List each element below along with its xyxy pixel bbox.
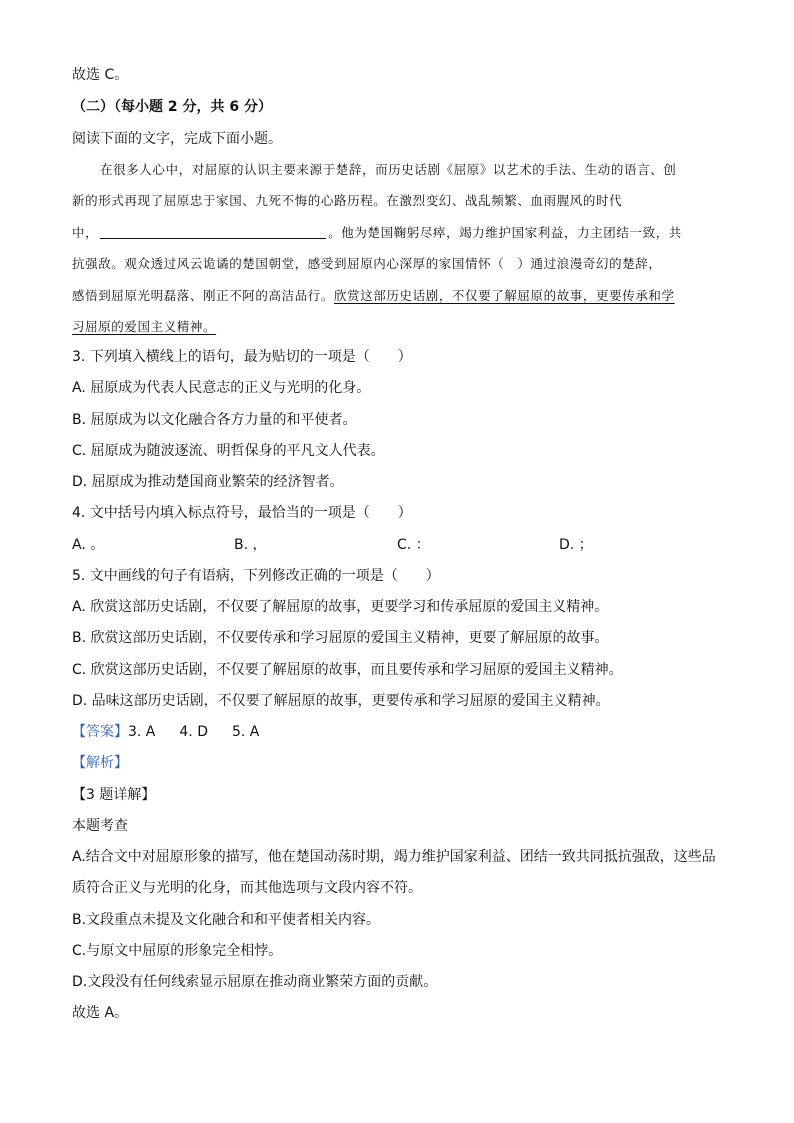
question-4-option-c: C. ： [397, 537, 430, 553]
question-5-option-a: A. 欣赏这部历史话剧，不仅要了解屈原的故事，更要学习和传承屈原的爱国主义精神。 [72, 599, 609, 615]
question-5-option-b: B. 欣赏这部历史话剧，不仅要传承和学习屈原的爱国主义精神，更要了解屈原的故事。 [72, 630, 609, 646]
top-conclusion: 故选 C。 [72, 67, 129, 83]
question-5-option-c: C. 欣赏这部历史话剧，不仅要了解屈原的故事，而且要传承和学习屈原的爱国主义精神。 [72, 662, 623, 678]
answer-label: 【答案】 [72, 724, 128, 740]
detail-c: C.与原文中屈原的形象完全相悖。 [72, 943, 283, 959]
detail-a-line2: 质符合正义与光明的化身，而其他选项与文段内容不符。 [72, 880, 422, 896]
answer-5: 5. A [231, 724, 260, 740]
question-3-stem: 3. 下列填入横线上的语句，最为贴切的一项是（ ） [72, 349, 412, 365]
fill-blank [100, 224, 326, 239]
question-4-option-b: B. ， [234, 537, 267, 553]
question-3-option-a: A. 屈原成为代表人民意志的正义与光明的化身。 [72, 380, 371, 396]
answer-4: 4. D [179, 724, 208, 740]
answer-3: 3. A [128, 724, 156, 740]
question-4-option-d: D. ； [559, 537, 593, 553]
detail-b: B.文段重点未提及文化融合和和平使者相关内容。 [72, 912, 381, 928]
question-5-option-d: D. 品味这部历史话剧，不仅要了解屈原的故事，更要传承和学习屈原的爱国主义精神。 [72, 693, 610, 709]
underlined-sentence-part2: 习屈原的爱国主义精神。 [72, 319, 217, 334]
underlined-sentence-part1: 欣赏这部历史话剧，不仅要了解屈原的故事，更要传承和学 [334, 288, 675, 303]
question-4-option-a: A. 。 [72, 537, 105, 553]
question-5-stem: 5. 文中画线的句子有语病，下列修改正确的一项是（ ） [72, 568, 440, 584]
detail-conclusion: 故选 A。 [72, 1005, 129, 1021]
question-3-option-c: C. 屈原成为随波逐流、明哲保身的平凡文人代表。 [72, 443, 385, 459]
detail-label: 【3 题详解】 [72, 787, 156, 803]
detail-intro: 本题考查 [72, 818, 128, 834]
question-3-option-d: D. 屈原成为推动楚国商业繁荣的经济智者。 [72, 474, 344, 490]
detail-d: D.文段没有任何线索显示屈原在推动商业繁荣方面的贡献。 [72, 974, 438, 990]
detail-a-line1: A.结合文中对屈原形象的描写，他在楚国动荡时期，竭力维护国家利益、团结一致共同抵抗强敌，这些品 [72, 849, 716, 865]
analysis-label: 【解析】 [72, 755, 128, 771]
answer-line [72, 722, 259, 742]
question-4-stem: 4. 文中括号内填入标点符号，最恰当的一项是（ ） [72, 505, 412, 521]
instruction: 阅读下面的文字，完成下面小题。 [72, 131, 282, 147]
question-3-option-b: B. 屈原成为以文化融合各方力量的和平使者。 [72, 412, 357, 428]
section-header: （二）（每小题 2 分，共 6 分） [72, 99, 272, 115]
